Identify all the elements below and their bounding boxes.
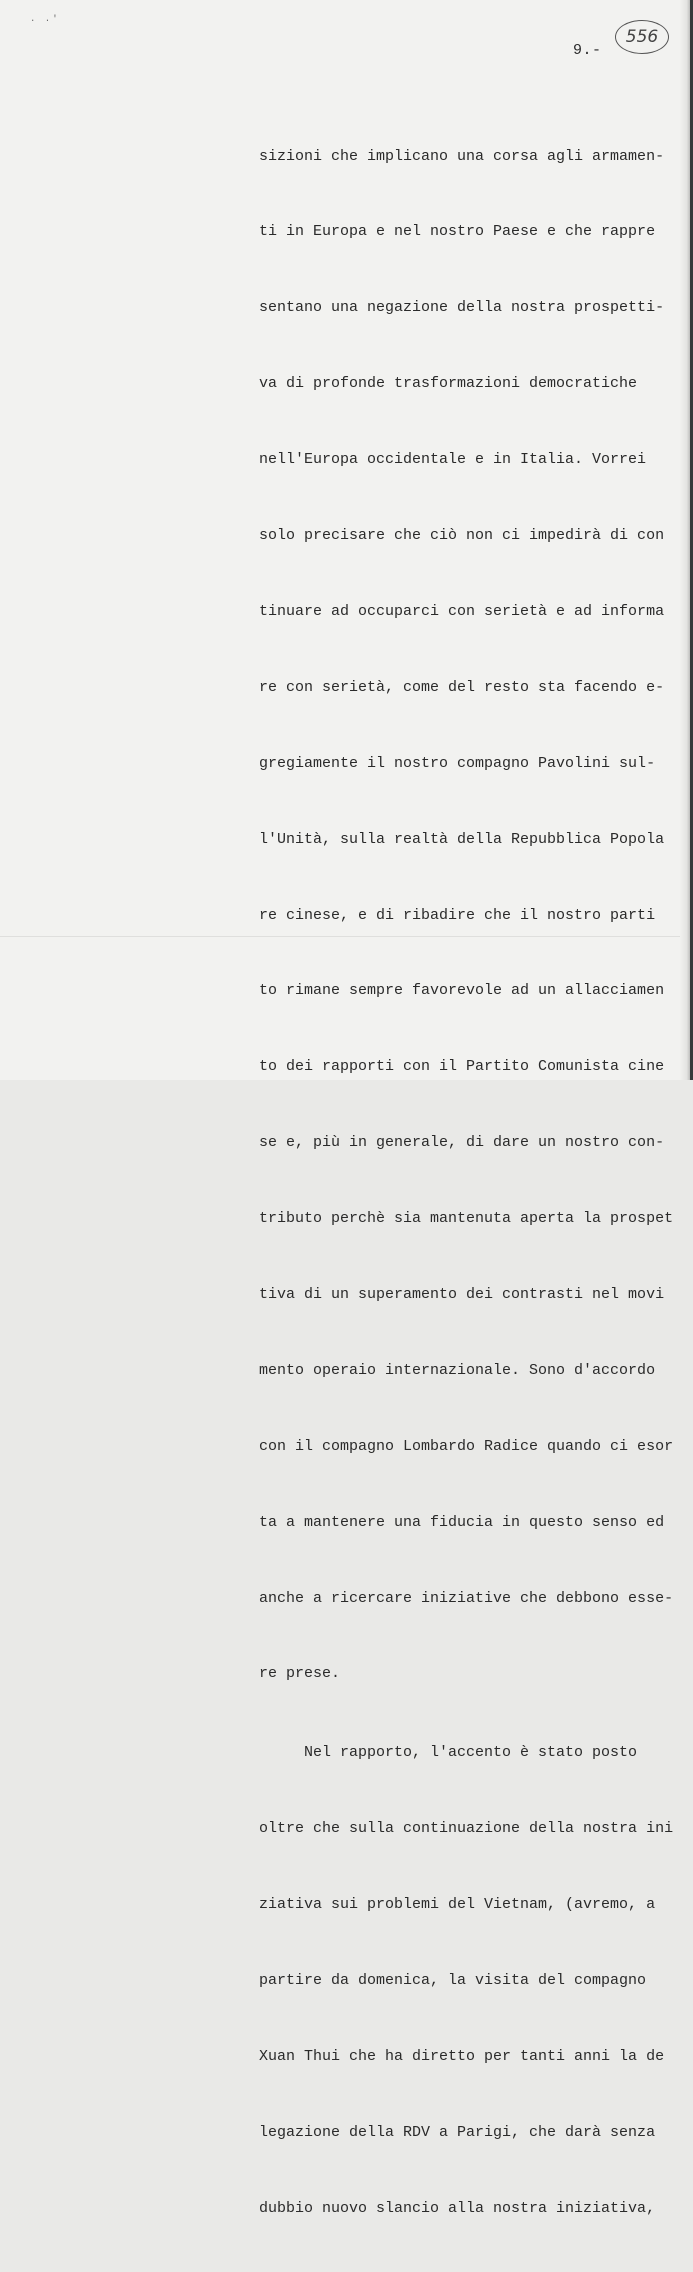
text-line: ti in Europa e nel nostro Paese e che rappre bbox=[259, 223, 656, 241]
text-line: con il compagno Lombardo Radice quando ci esor bbox=[259, 1437, 674, 1455]
text-line: re con serietà, come del resto sta facendo e- bbox=[259, 678, 665, 696]
text-line: tributo perchè sia mantenuta aperta la prospet bbox=[259, 1210, 674, 1228]
text-line: l'Unità, sulla realtà della Repubblica Popola bbox=[259, 830, 665, 848]
text-line: legazione della RDV a Parigi, che darà senza bbox=[259, 2123, 656, 2141]
text-line: oltre che sulla continuazione della nostra ini bbox=[259, 1820, 674, 1838]
text-line: solo precisare che ciò non ci impedirà di con bbox=[259, 527, 665, 545]
text-line: sizioni che implicano una corsa agli armamen- bbox=[259, 147, 665, 165]
text-line: gregiamente il nostro compagno Pavolini sul- bbox=[259, 754, 656, 772]
text-line: re prese. bbox=[259, 1665, 341, 1683]
text-line: re cinese, e di ribadire che il nostro parti bbox=[259, 906, 656, 924]
text-line: tiva di un superamento dei contrasti nel movi bbox=[259, 1285, 665, 1303]
text-line: se e, più in generale, di dare un nostro con- bbox=[259, 1134, 665, 1152]
text-line: sentano una negazione della nostra prospetti- bbox=[259, 299, 665, 317]
text-line: Xuan Thui che ha diretto per tanti anni la de bbox=[259, 2047, 665, 2065]
text-line: ziativa sui problemi del Vietnam, (avremo, a bbox=[259, 1896, 656, 1914]
text-line: dubbio nuovo slancio alla nostra iniziativa, bbox=[259, 2199, 656, 2217]
archive-stamp: 556 bbox=[615, 20, 669, 54]
paragraph-start-line: Nel rapporto, l'accento è stato posto bbox=[259, 1744, 638, 1762]
text-line: partire da domenica, la visita del compagno bbox=[259, 1971, 647, 1989]
text-line: to dei rapporti con il Partito Comunista cine bbox=[259, 1058, 665, 1076]
corner-marks: . .' bbox=[30, 14, 60, 24]
text-line: tinuare ad occuparci con serietà e ad informa bbox=[259, 602, 665, 620]
text-line: to rimane sempre favorevole ad un allacciamen bbox=[259, 982, 665, 1000]
page-number: 9.- bbox=[573, 42, 602, 59]
text-line: ta a mantenere una fiducia in questo senso ed bbox=[259, 1513, 665, 1531]
body-text bbox=[259, 93, 679, 2272]
text-line: anche a ricercare iniziative che debbono esse- bbox=[259, 1589, 674, 1607]
text-line: nell'Europa occidentale e in Italia. Vorrei bbox=[259, 451, 647, 469]
text-line: va di profonde trasformazioni democratiche bbox=[259, 375, 638, 393]
text-line: mento operaio internazionale. Sono d'accordo bbox=[259, 1361, 656, 1379]
